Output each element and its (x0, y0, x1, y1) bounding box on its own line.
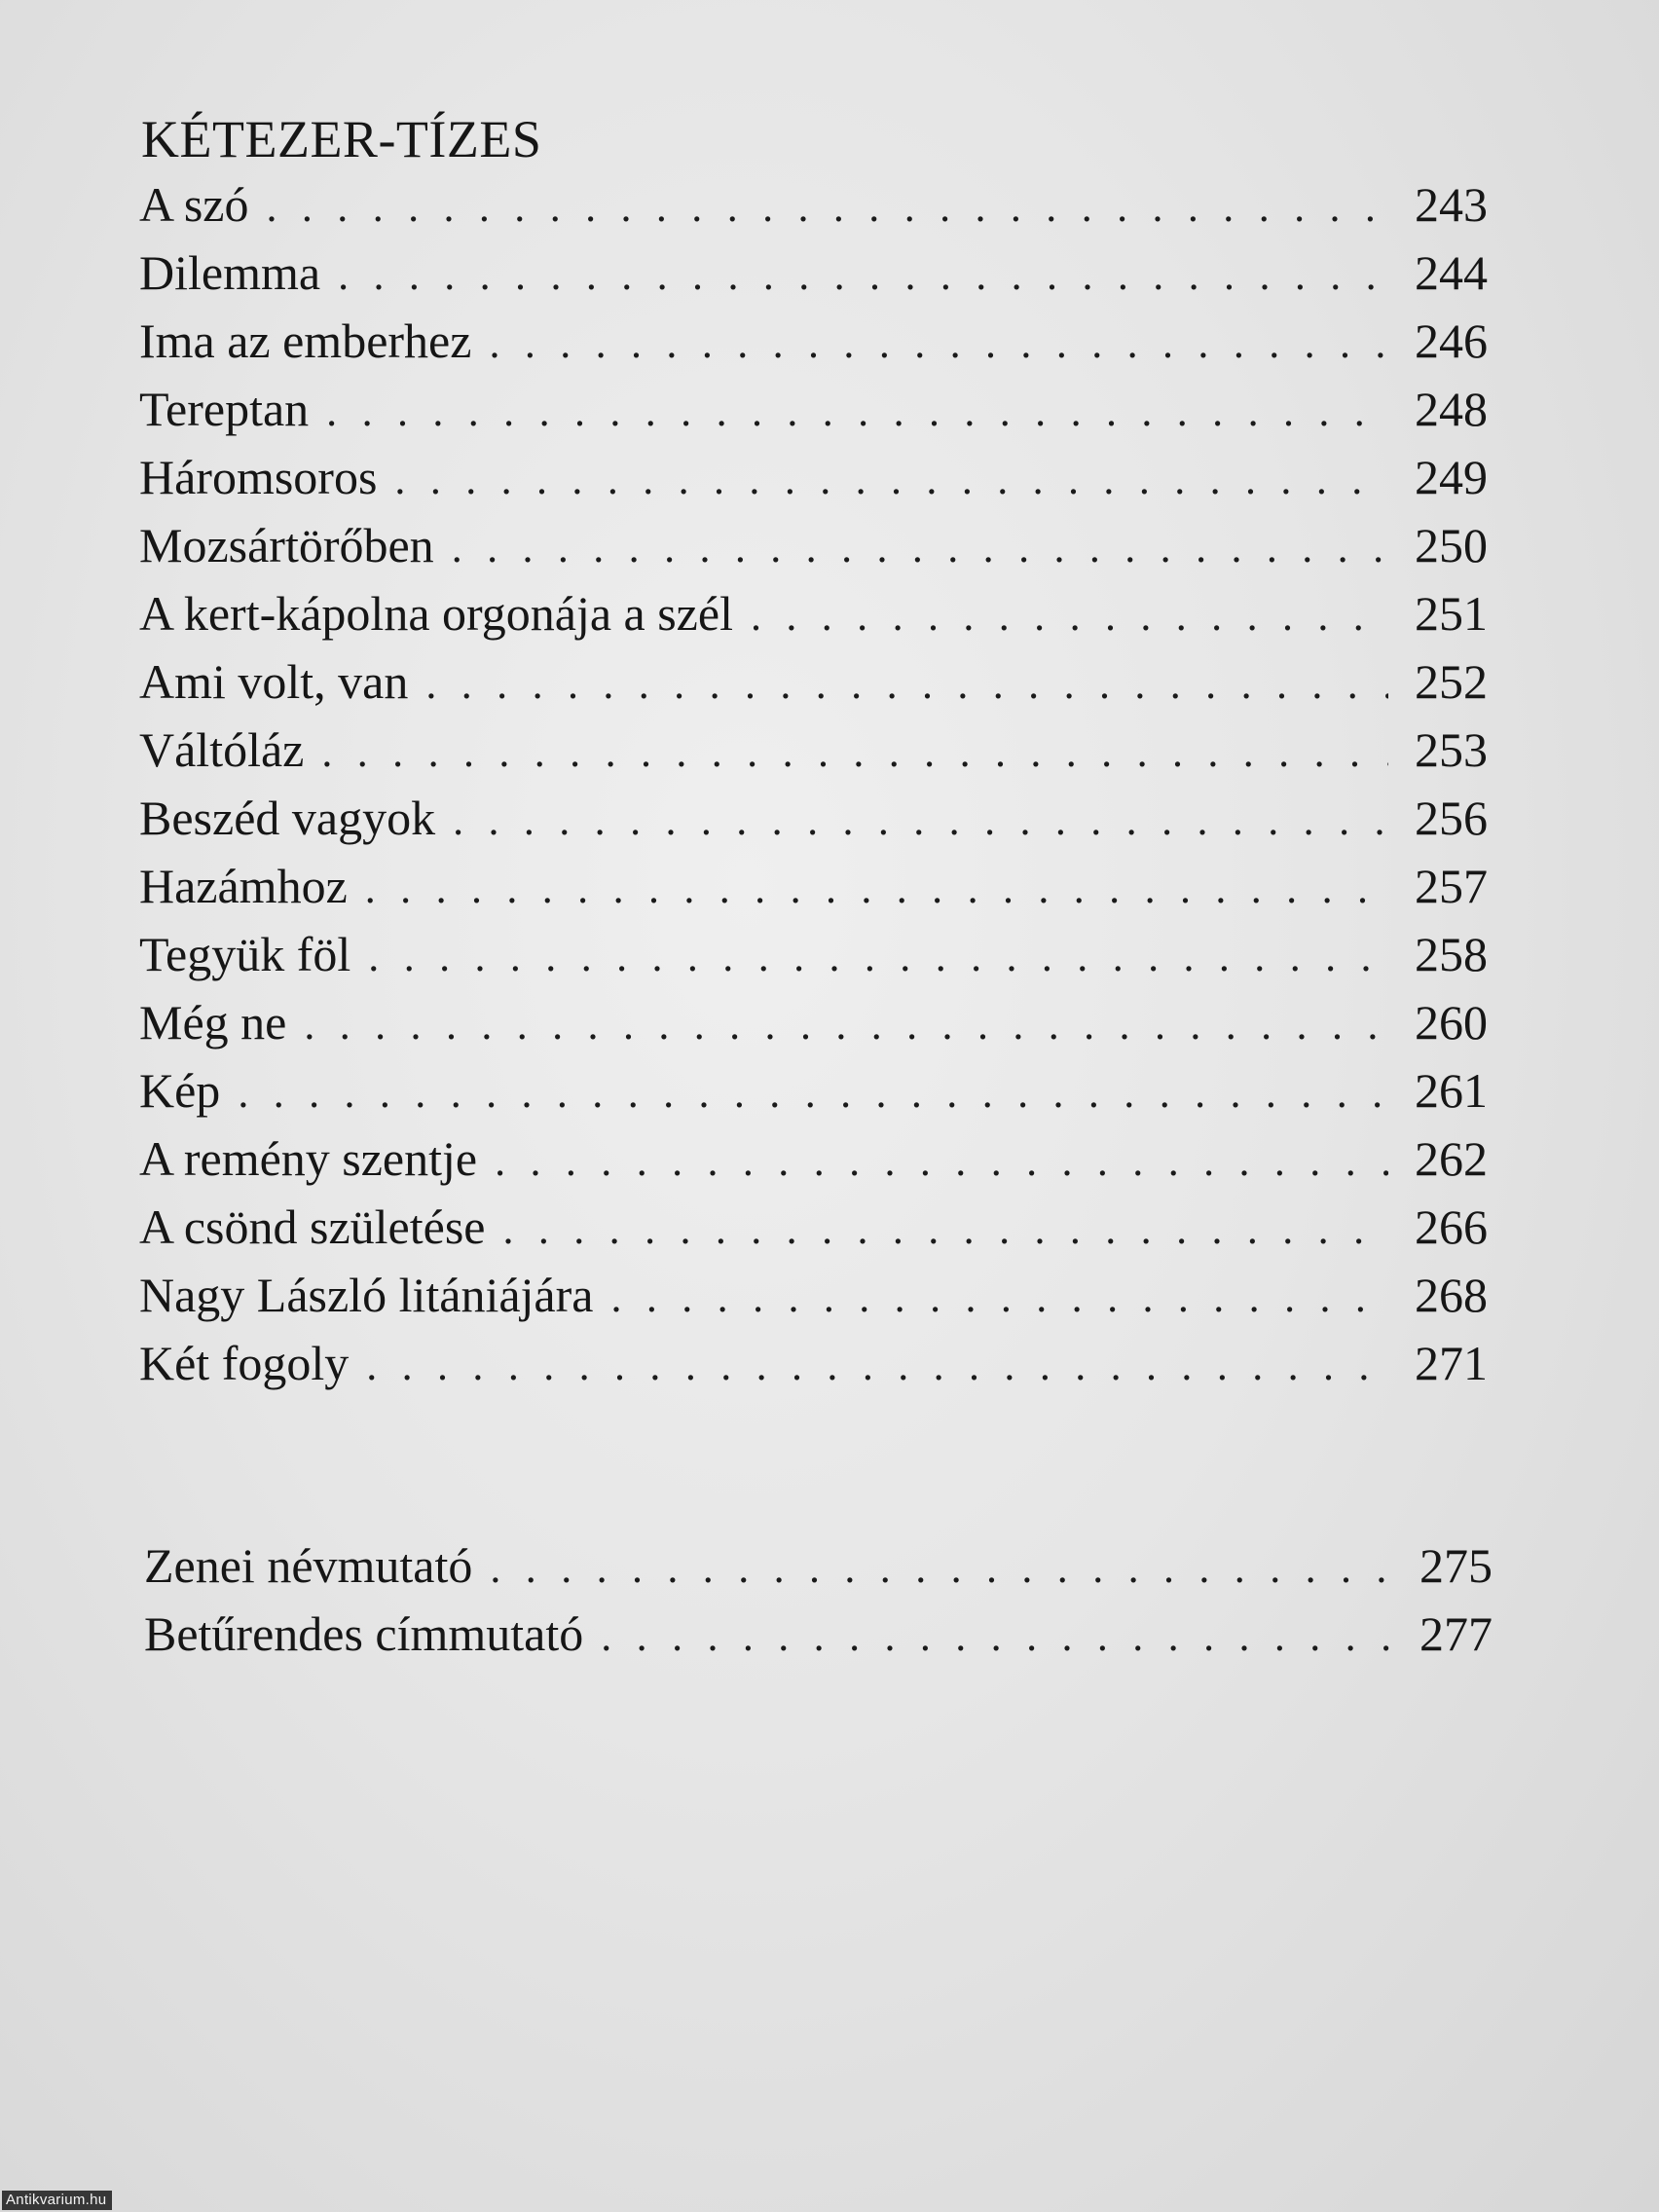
toc-entry (139, 1329, 1488, 1397)
toc-entry (139, 852, 1488, 920)
index-list (144, 1531, 1493, 1668)
toc-entry-page: 248 (1415, 382, 1488, 436)
toc-entry-page: 249 (1415, 450, 1488, 504)
toc-entry-page: 246 (1415, 313, 1488, 368)
toc-entry (139, 375, 1488, 443)
toc-entry (139, 716, 1488, 784)
toc-entry (139, 1056, 1488, 1124)
toc-entry-title: Dilemma (139, 245, 321, 300)
index-entry (144, 1531, 1493, 1600)
toc-entry-page: 251 (1415, 586, 1488, 641)
toc-entry-page: 268 (1415, 1268, 1488, 1322)
toc-dot-leader (238, 1059, 1388, 1127)
watermark: Antikvarium.hu (2, 2191, 112, 2210)
toc-entry-title: Ima az emberhez (139, 313, 472, 368)
toc-entry (139, 1261, 1488, 1329)
toc-entry-title: Kép (139, 1063, 221, 1118)
toc-entry-page: 256 (1415, 791, 1488, 845)
index-entry (144, 1600, 1493, 1668)
toc-entry (139, 784, 1488, 852)
toc-dot-leader (267, 173, 1389, 241)
toc-entry-page: 271 (1415, 1336, 1488, 1390)
toc-dot-leader (425, 650, 1388, 719)
toc-dot-leader (321, 719, 1388, 787)
toc-entry-title: Mozsártörőben (139, 518, 434, 572)
toc-entry (139, 239, 1488, 307)
toc-dot-leader (394, 446, 1388, 514)
toc-dot-leader (368, 923, 1388, 991)
toc-entry (139, 988, 1488, 1056)
toc-entry (139, 511, 1488, 579)
toc-dot-leader (338, 241, 1388, 310)
toc-entry-title: A szó (139, 177, 249, 232)
toc-dot-leader (751, 582, 1388, 650)
toc-dot-leader (365, 855, 1388, 923)
toc-entry-title: A remény szentje (139, 1131, 478, 1186)
toc-entry-title: Még ne (139, 995, 287, 1050)
toc-entry (139, 443, 1488, 511)
toc-entry-page: 244 (1415, 245, 1488, 300)
toc-entry (139, 170, 1488, 239)
toc-entry (139, 920, 1488, 988)
toc-dot-leader (452, 514, 1388, 582)
toc-entry-page: 258 (1415, 927, 1488, 981)
toc-entry-page: 250 (1415, 518, 1488, 572)
toc-entry (139, 1124, 1488, 1193)
toc-entry-title: Ami volt, van (139, 654, 409, 709)
toc-entry-page: 262 (1415, 1131, 1488, 1186)
toc-entry-page: 253 (1415, 722, 1488, 777)
index-entry-title: Zenei névmutató (144, 1538, 473, 1593)
toc-entry (139, 579, 1488, 647)
toc-entry-title: Beszéd vagyok (139, 791, 436, 845)
toc-entry (139, 1193, 1488, 1261)
toc-dot-leader (304, 991, 1388, 1059)
toc-entry-title: Tegyük föl (139, 927, 351, 981)
toc-entry-title: Hazámhoz (139, 859, 348, 913)
toc-entry (139, 307, 1488, 375)
toc-entry-title: Háromsoros (139, 450, 378, 504)
index-dot-leader (490, 1534, 1393, 1603)
toc-entry-title: A csönd születése (139, 1199, 486, 1254)
toc-dot-leader (489, 310, 1388, 378)
toc-dot-leader (453, 787, 1388, 855)
index-dot-leader (601, 1603, 1393, 1671)
toc-entry-title: Váltóláz (139, 722, 305, 777)
index-entry-page: 277 (1419, 1606, 1493, 1661)
table-of-contents (139, 170, 1488, 1397)
toc-entry-title: Tereptan (139, 382, 310, 436)
toc-entry-page: 260 (1415, 995, 1488, 1050)
toc-entry-page: 252 (1415, 654, 1488, 709)
toc-dot-leader (495, 1127, 1388, 1196)
toc-dot-leader (610, 1264, 1388, 1332)
index-entry-page: 275 (1419, 1538, 1493, 1593)
toc-entry-page: 266 (1415, 1199, 1488, 1254)
toc-dot-leader (326, 378, 1388, 446)
toc-dot-leader (366, 1332, 1388, 1400)
toc-entry-page: 243 (1415, 177, 1488, 232)
toc-entry-title: Két fogoly (139, 1336, 350, 1390)
toc-entry-page: 257 (1415, 859, 1488, 913)
section-title: KÉTEZER-TÍZES (141, 110, 542, 168)
toc-entry-page: 261 (1415, 1063, 1488, 1118)
toc-dot-leader (502, 1196, 1388, 1264)
toc-entry-title: Nagy László litániájára (139, 1268, 594, 1322)
index-entry-title: Betűrendes címmutató (144, 1606, 584, 1661)
toc-entry-title: A kert-kápolna orgonája a szél (139, 586, 733, 641)
toc-entry (139, 647, 1488, 716)
